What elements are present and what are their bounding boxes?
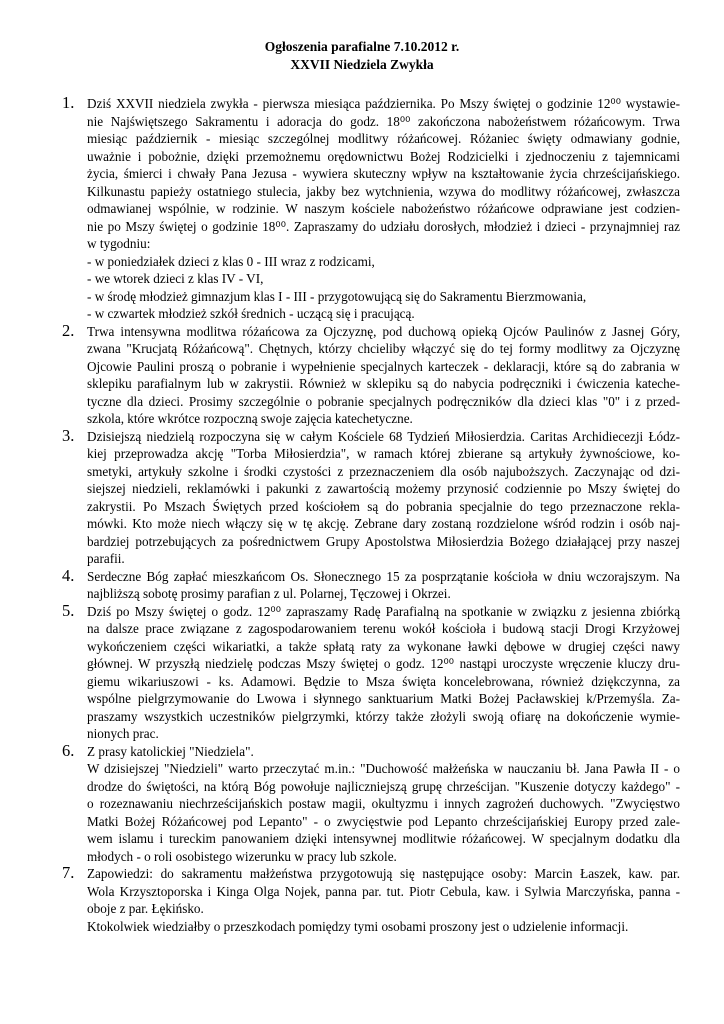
text-line: siejszej niedzieli, reklamówki i pakunki z zawartością możemy przynosić codziennie po Mszy świętej do (87, 481, 680, 496)
item-body (87, 95, 680, 323)
text-line: Trwa intensywna modlitwa różańcowa za Ojczyznę, pod duchową opieką Ojców Paulinów z Jasnej Góry, (87, 323, 680, 339)
text-line: oboje z par. Łękińsko. (87, 901, 204, 916)
text-line: Zapowiedzi: do sakramentu małżeństwa przygotowują się następujące osoby: Marcin Łaszek, kaw. par. (87, 866, 680, 881)
item-number: 6. (62, 740, 75, 760)
text-line: Dziś po Mszy świętej o godz. 12⁰⁰ zapraszamy Radę Parafialną na spotkanie w związku z jesienna zbiórką (87, 603, 680, 619)
item-body (87, 428, 680, 568)
text-line: Z prasy katolickiej "Niedziela". (87, 743, 254, 759)
text-line: Serdeczne Bóg zapłać mieszkańcom Os. Słonecznego 15 za posprzątanie kościoła w dniu wczorajszym. Na (87, 568, 680, 584)
item-body (87, 603, 680, 743)
text-line: smetyki, artykuły szkolne i środki czystości z przeznaczeniem dla osób najuboższych. Zaczynając od dzi- (87, 463, 680, 479)
text-line: wspólne pielgrzymowanie do Lwowa i słynnego sanktuarium Matki Bożej Pacławskiej k/Przemyśla. Za- (87, 691, 680, 706)
paragraph (87, 918, 680, 936)
text-line: Dzisiejszą niedzielą rozpoczyna się w całym Kościele 68 Tydzień Miłosierdzia. Caritas Archidiecezji Łódz- (87, 428, 680, 444)
text-line: - w poniedziałek dzieci z klas 0 - III wraz z rodzicami, (87, 253, 375, 269)
text-line: młodych - o roli osobistego wizerunku w pracy lub szkole. (87, 848, 397, 864)
text-line: odmawianej wspólnie, w rodzinie. W naszym kościele nabożeństwo różańcowe odprawiane jest codzien- (87, 201, 680, 216)
text-line: życia, śmierci i chwały Pana Jezusa - wywiera skuteczny wpływ na kształtowanie życia chrześcijańskiego. (87, 166, 680, 181)
text-line: Dziś XXVII niedziela zwykła - pierwsza miesiąca października. Po Mszy świętej o godzinie 12⁰⁰ wystawie- (87, 96, 680, 111)
paragraph (87, 743, 680, 761)
item-number: 7. (62, 863, 75, 882)
announcement-item (62, 865, 680, 935)
text-line: nie po Mszy świętej o godzinie 18⁰⁰. Zapraszamy do udziału dorosłych, młodzież i dzieci - przynajmniej raz (87, 218, 680, 234)
text-line: o rozeznawaniu niechrześcijańskich postaw magii, okultyzmu i innych zagrożeń duchowych. "Zwycięstwo (87, 796, 680, 811)
announcement-list (62, 95, 680, 935)
text-line: uważnie i pobożnie, dzięki przemożnemu orędownictwu Bożej Rodzicielki i zjednoczeniu z tajemnicami (87, 148, 680, 164)
paragraph (87, 95, 680, 253)
title-line-sunday: XXVII Niedziela Zwykła (290, 57, 434, 72)
announcement-item (62, 565, 680, 603)
text-line: w tygodniu: (87, 236, 151, 251)
item-number: 4. (62, 565, 75, 585)
text-line: Wola Krzysztoporska i Kinga Olga Nojek, panna par. tut. Piotr Cebula, kaw. i Sylwia Marczyńska, panna - (87, 883, 680, 899)
text-line: - w czwartek młodzież szkół średnich - uczącą się i pracującą. (87, 306, 415, 321)
text-line: parafii. (87, 551, 125, 566)
paragraph (87, 603, 680, 743)
text-line: wykończeniem części wikariatki, a także spłatą raty za wykonane ławki dębowe w drugiej części nawy (87, 638, 680, 654)
item-body (87, 568, 680, 603)
item-number: 5. (62, 600, 75, 620)
text-line: Ktokolwiek wiedziałby o przeszkodach pomiędzy tymi osobami proszony jest o udzielenie informacji. (87, 918, 629, 934)
paragraph (87, 323, 680, 428)
text-line: nionych prac. (87, 726, 159, 741)
item-body (87, 743, 680, 866)
title-line-date: Ogłoszenia parafialne 7.10.2012 r. (264, 39, 460, 54)
text-line: - we wtorek dzieci z klas IV - VI, (87, 271, 264, 286)
text-line: praszamy wszystkich uczestników pielgrzymki, którzy także złożyli swoją ofiarę na dokończenie wymie- (87, 708, 680, 724)
item-number: 3. (62, 425, 75, 445)
paragraph (87, 865, 680, 918)
text-line: miesiąc październik - miesiąc szczególnej modlitwy różańcowej. Różaniec święty odmawiany godnie, (87, 131, 680, 146)
paragraph (87, 270, 680, 288)
text-line: bardziej potrzebujących za pośrednictwem Grupy Apostolstwa Miłosierdzia Bożego działającej przy naszej (87, 533, 680, 549)
text-line: Kilkunastu papieży ostatniego stulecia, jakby bez wytchnienia, wzywa do modlitwy różańcowej, zwłaszcza (87, 183, 680, 199)
text-line: nie Najświętszego Sakramentu i adoracja do godz. 18⁰⁰ zakończona nabożeństwem różańcowym. Trwa (87, 113, 680, 129)
paragraph (87, 760, 680, 865)
item-body (87, 323, 680, 428)
announcement-item (62, 600, 680, 743)
text-line: zwana "Krucjatą Różańcową". Chętnych, którzy chcieliby włączyć się do tej formy modlitwy za Ojczyznę (87, 341, 680, 356)
text-line: najbliższą sobotę prosimy parafian z ul. Polarnej, Tęczowej i Okrzei. (87, 586, 451, 601)
text-line: Ojcowie Paulini proszą o pobranie i wypełnienie specjalnych karteczek - deklaracji, które są do zabrania w (87, 358, 680, 374)
text-line: drodze do świętości, na którą Bóg powołuje najliczniejszą grupę chrześcijan. "Kuszenie dotyczy każdego" - (87, 778, 680, 794)
paragraph (87, 288, 680, 306)
text-line: - w środę młodzież gimnazjum klas I - III - przygotowującą się do Sakramentu Bierzmowania, (87, 288, 587, 304)
text-line: Matki Bożej Różańcowej pod Lepanto" - o zwycięstwie pod Lepanto chrześcijańskiej Europy przed zale- (87, 813, 680, 829)
document-title (0, 38, 724, 74)
item-body (87, 865, 680, 935)
announcement-item (62, 425, 680, 568)
paragraph (87, 428, 680, 568)
text-line: głównej. W przyszłą niedzielę podczas Mszy świętej o godz. 12⁰⁰ nastąpi uroczyste wręczenie kluczy dru- (87, 656, 680, 671)
announcement-item (62, 320, 680, 428)
text-line: wem islamu i tureckim panowaniem dzięki intensywnej modlitwie różańcowej. W specjalnym dodatku dla (87, 831, 680, 846)
text-line: zakrystii. Po Mszach Świętych przed kościołem są do pobrania specjalnie do tego przeznaczone rekla- (87, 498, 680, 514)
announcement-item (62, 740, 680, 866)
text-line: giemu wikariuszowi - ks. Adamowi. Będzie to Msza święta koncelebrowana, również dziękczynna, za (87, 673, 680, 689)
paragraph (87, 305, 680, 323)
item-number: 2. (62, 320, 75, 340)
text-line: mówki. Kto może niech włączy się w tę akcję. Zebrane dary zostaną rozdzielone wśród rodzin i osób naj- (87, 516, 680, 531)
paragraph (87, 568, 680, 603)
text-line: szkola, które wkrótce rozpoczną swoje zajęcia katechetyczne. (87, 411, 413, 426)
text-line: sklepiku parafialnym lub w zakrystii. Również w sklepiku są do nabycia podręczniki i ćwiczenia kateche- (87, 376, 680, 391)
text-line: W dzisiejszej "Niedzieli" warto przeczytać m.in.: "Duchowość małżeńska w nauczaniu bł. Jana Pawła II - o (87, 761, 680, 776)
announcement-item (62, 95, 680, 323)
item-number: 1. (62, 93, 75, 112)
text-line: tyczne dla dzieci. Prosimy szczególnie o pobranie specjalnych podręczników dla dzieci klas "0" i z przed- (87, 393, 680, 409)
text-line: kiej przeprowadza akcję "Torba Miłosierdzia", w ramach której zbierane są artykuły żywnościowe, ko- (87, 446, 680, 461)
paragraph (87, 253, 680, 271)
text-line: na dalsze prace związane z zagospodarowaniem terenu wokół kościoła i budową stacji Drogi Krzyżowej (87, 621, 680, 636)
